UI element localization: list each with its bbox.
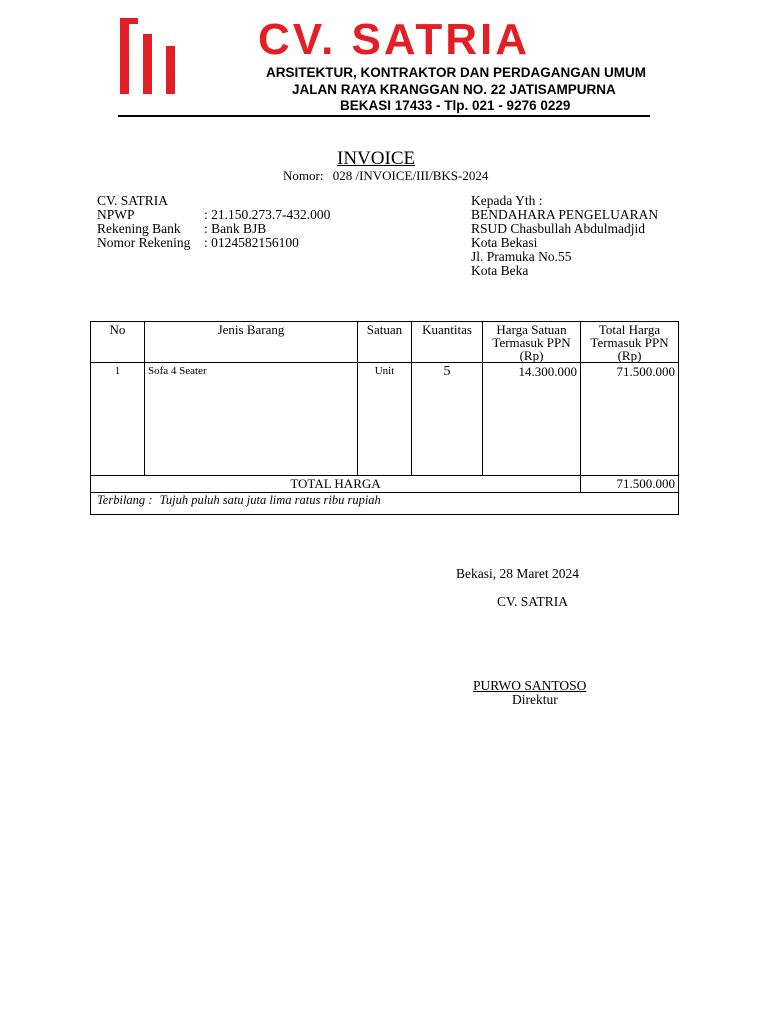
col-header-item: Jenis Barang xyxy=(145,322,358,363)
seller-bank-value: : Bank BJB xyxy=(204,221,267,236)
company-name: CV. SATRIA xyxy=(258,15,531,64)
cell-unit-price: 14.300.000 xyxy=(483,363,581,476)
recipient-line-4: Kota Bekasi xyxy=(471,235,538,250)
cell-total: 71.500.000 xyxy=(581,363,679,476)
total-row xyxy=(91,476,679,493)
terbilang-row xyxy=(91,493,679,515)
recipient-line-3: RSUD Chasbullah Abdulmadjid xyxy=(471,221,646,236)
table-header-row xyxy=(91,322,679,363)
recipient-line-5: Jl. Pramuka No.55 xyxy=(471,249,572,264)
invoice-number-value: 028 /INVOICE/III/BKS-2024 xyxy=(332,168,489,183)
table-row xyxy=(91,363,679,476)
seller-name: CV. SATRIA xyxy=(97,193,169,208)
col-header-qty: Kuantitas xyxy=(412,322,483,363)
cell-unit: Unit xyxy=(358,363,412,476)
letterhead-divider xyxy=(118,115,650,117)
total-label: TOTAL HARGA xyxy=(91,476,581,493)
recipient-line-1: Kepada Yth : xyxy=(471,193,543,208)
recipient-line-6: Kota Beka xyxy=(471,263,529,278)
letterhead-line-2: JALAN RAYA KRANGGAN NO. 22 JATISAMPURNA xyxy=(292,82,616,97)
seller-npwp-value: : 21.150.273.7-432.000 xyxy=(204,207,331,222)
signatory-name: PURWO SANTOSO xyxy=(473,678,587,693)
company-logo-icon xyxy=(118,18,180,94)
terbilang-cell xyxy=(91,493,679,515)
letterhead-line-1: ARSITEKTUR, KONTRAKTOR DAN PERDAGANGAN UMUM xyxy=(266,65,646,80)
cell-no: 1 xyxy=(91,363,145,476)
terbilang-value: Tujuh puluh satu juta lima ratus ribu rupiah xyxy=(159,493,381,507)
signature-company: CV. SATRIA xyxy=(497,594,569,609)
total-value: 71.500.000 xyxy=(581,476,679,493)
seller-account-label: Nomor Rekening xyxy=(97,235,191,250)
col-header-total: Total Harga Termasuk PPN (Rp) xyxy=(581,322,679,363)
cell-qty: 5 xyxy=(412,363,483,476)
recipient-line-2: BENDAHARA PENGELUARAN xyxy=(471,207,659,222)
terbilang-label: Terbilang : xyxy=(97,493,153,507)
invoice-number-label: Nomor: xyxy=(283,168,324,183)
seller-npwp-label: NPWP xyxy=(97,207,135,222)
col-header-unit-price: Harga Satuan Termasuk PPN (Rp) xyxy=(483,322,581,363)
seller-bank-label: Rekening Bank xyxy=(97,221,181,236)
signatory-role: Direktur xyxy=(512,692,558,707)
invoice-title: INVOICE xyxy=(337,148,416,169)
col-header-unit: Satuan xyxy=(358,322,412,363)
letterhead-line-3: BEKASI 17433 - Tlp. 021 - 9276 0229 xyxy=(340,98,571,113)
col-header-no: No xyxy=(91,322,145,363)
cell-item: Sofa 4 Seater xyxy=(145,363,358,476)
invoice-table xyxy=(90,321,679,515)
invoice-number xyxy=(283,168,488,184)
seller-account-value: : 0124582156100 xyxy=(204,235,299,250)
signature-place-date: Bekasi, 28 Maret 2024 xyxy=(456,566,579,581)
